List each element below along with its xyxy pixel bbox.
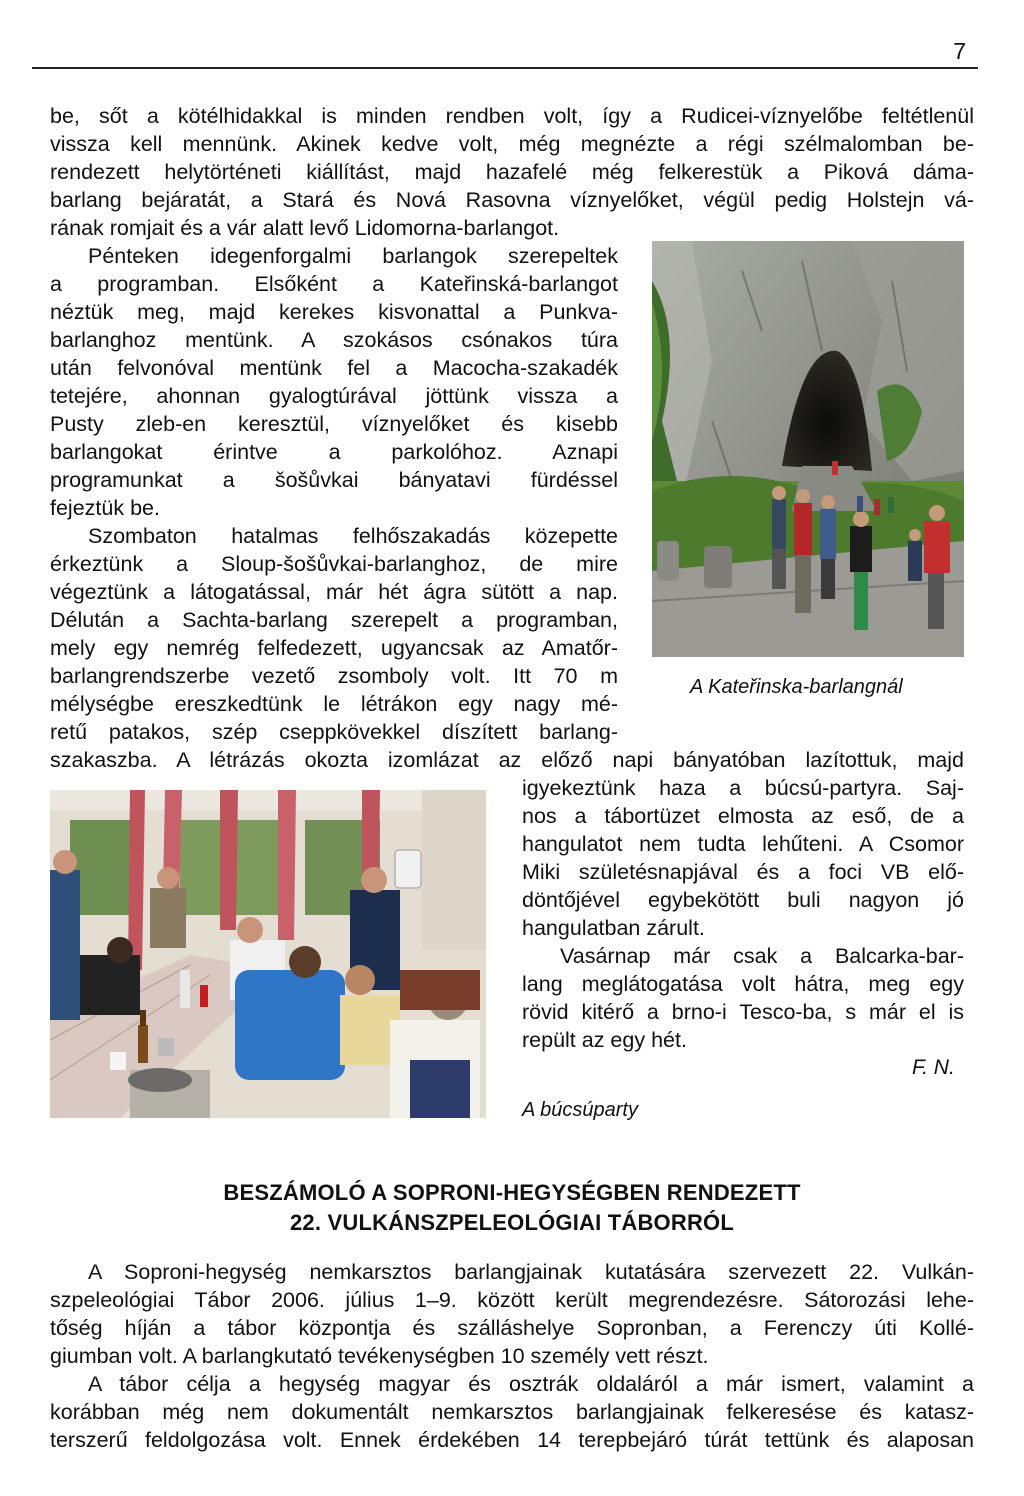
text-line: giumban volt. A barlangkutató tevékenységben 10 személy vett részt. — [50, 1344, 709, 1368]
cave-entrance-photo — [652, 241, 964, 657]
text-line: Délután a Sachta-barlang szerepelt a programban, — [50, 608, 618, 632]
text-line: tetejére, ahonnan gyalogtúrával jöttünk vissza a — [50, 384, 618, 408]
text-line: Miki születésnapjával és a foci VB elő- — [522, 860, 964, 884]
farewell-party-photo — [50, 790, 486, 1118]
text-line: barlangokat érintve a parkolóhoz. Aznapi — [50, 440, 618, 464]
text-line: Vasárnap már csak a Balcarka-bar- — [560, 944, 964, 968]
text-line: igyekeztünk haza a búcsú-partyra. Saj- — [522, 776, 964, 800]
text-line: mélységbe ereszkedtünk le létrákon egy nagy mé- — [50, 692, 618, 716]
text-line: fejeztük be. — [50, 496, 160, 520]
author-signature: F. N. — [912, 1056, 955, 1079]
text-line: mely egy nemrég felfedezett, ugyancsak az Amatőr- — [50, 636, 618, 660]
caption-cave: A Kateřinska-barlangnál — [690, 676, 903, 698]
text-line: terszerű feldolgozása volt. Ennek érdekében 14 terepbejáró túrát tettünk és alaposan — [50, 1428, 974, 1452]
text-line: néztük meg, majd kerekes kisvonattal a Punkva- — [50, 300, 618, 324]
text-line: a programban. Elsőként a Kateřinská-barlangot — [50, 272, 618, 296]
text-line: lang meglátogatása volt hátra, meg egy — [522, 972, 964, 996]
text-line: érkeztünk a Sloup-šošůvkai-barlanghoz, de mire — [50, 552, 618, 576]
text-line: barlang bejáratát, a Stará és Nová Rasovna víznyelőket, végül pedig Holstejn vá- — [50, 188, 974, 212]
text-line: Szombaton hatalmas felhőszakadás közepette — [88, 524, 618, 548]
text-line: rövid kitérő a brno-i Tesco-ba, s már el is — [522, 1000, 964, 1024]
text-line: barlanghoz mentünk. A szokásos csónakos túra — [50, 328, 618, 352]
text-line: be, sőt a kötélhidakkal is minden rendben volt, így a Rudicei-víznyelőbe feltétlenül — [50, 104, 974, 128]
text-line: végeztünk a látogatással, már hét ágra sütött a nap. — [50, 580, 618, 604]
caption-party: A búcsúparty — [522, 1099, 638, 1121]
text-line: rának romjait és a vár alatt levő Lidomorna-barlangot. — [50, 216, 560, 240]
header-rule — [32, 67, 978, 69]
text-line: barlangrendszerbe vezető zsomboly volt. Itt 70 m — [50, 664, 618, 688]
text-line: hangulatot nem tudta lehűteni. A Csomor — [522, 832, 964, 856]
text-line: korábban még nem dokumentált nemkarsztos barlangjainak felkeresése és katasz- — [50, 1400, 974, 1424]
text-line: repült az egy hét. — [522, 1028, 687, 1052]
text-line: döntőjével egybekötött buli nagyon jó — [522, 888, 964, 912]
text-line: retű patakos, szép cseppkövekkel díszített barlang- — [50, 720, 618, 744]
text-line: tőség híján a tábor központja és szálláshelye Sopronban, a Ferenczy úti Kollé- — [50, 1316, 974, 1340]
text-line: hangulatban zárult. — [522, 916, 705, 940]
article-heading-line-1: BESZÁMOLÓ A SOPRONI-HEGYSÉGBEN RENDEZETT — [223, 1180, 801, 1205]
text-line: szpeleológiai Tábor 2006. július 1–9. között került megrendezésre. Sátorozási lehe- — [50, 1288, 974, 1312]
text-line: nos a tábortüzet elmosta az eső, de a — [522, 804, 964, 828]
text-line: A Soproni-hegység nemkarsztos barlangjainak kutatására szervezett 22. Vulkán- — [88, 1260, 974, 1284]
text-line: A tábor célja a hegység magyar és osztrák oldaláról a már ismert, valamint a — [88, 1372, 974, 1396]
page-number: 7 — [953, 38, 966, 64]
article-heading-line-2: 22. VULKÁNSZPELEOLÓGIAI TÁBORRÓL — [290, 1210, 734, 1235]
text-line: vissza kell mennünk. Akinek kedve volt, még megnézte a régi szélmalomban be- — [50, 132, 974, 156]
text-line: rendezett helytörténeti kiállítást, majd hazafelé még felkerestük a Piková dáma- — [50, 160, 974, 184]
text-line: után felvonóval mentünk fel a Macocha-szakadék — [50, 356, 618, 380]
text-line: Pusty zleb-en keresztül, víznyelőket és kisebb — [50, 412, 618, 436]
text-line: Pénteken idegenforgalmi barlangok szerepeltek — [88, 244, 618, 268]
text-line: programunkat a šošůvkai bányatavi fürdéssel — [50, 468, 618, 492]
text-line: szakaszba. A létrázás okozta izomlázat az előző napi bányatóban lazítottuk, majd — [50, 748, 964, 772]
